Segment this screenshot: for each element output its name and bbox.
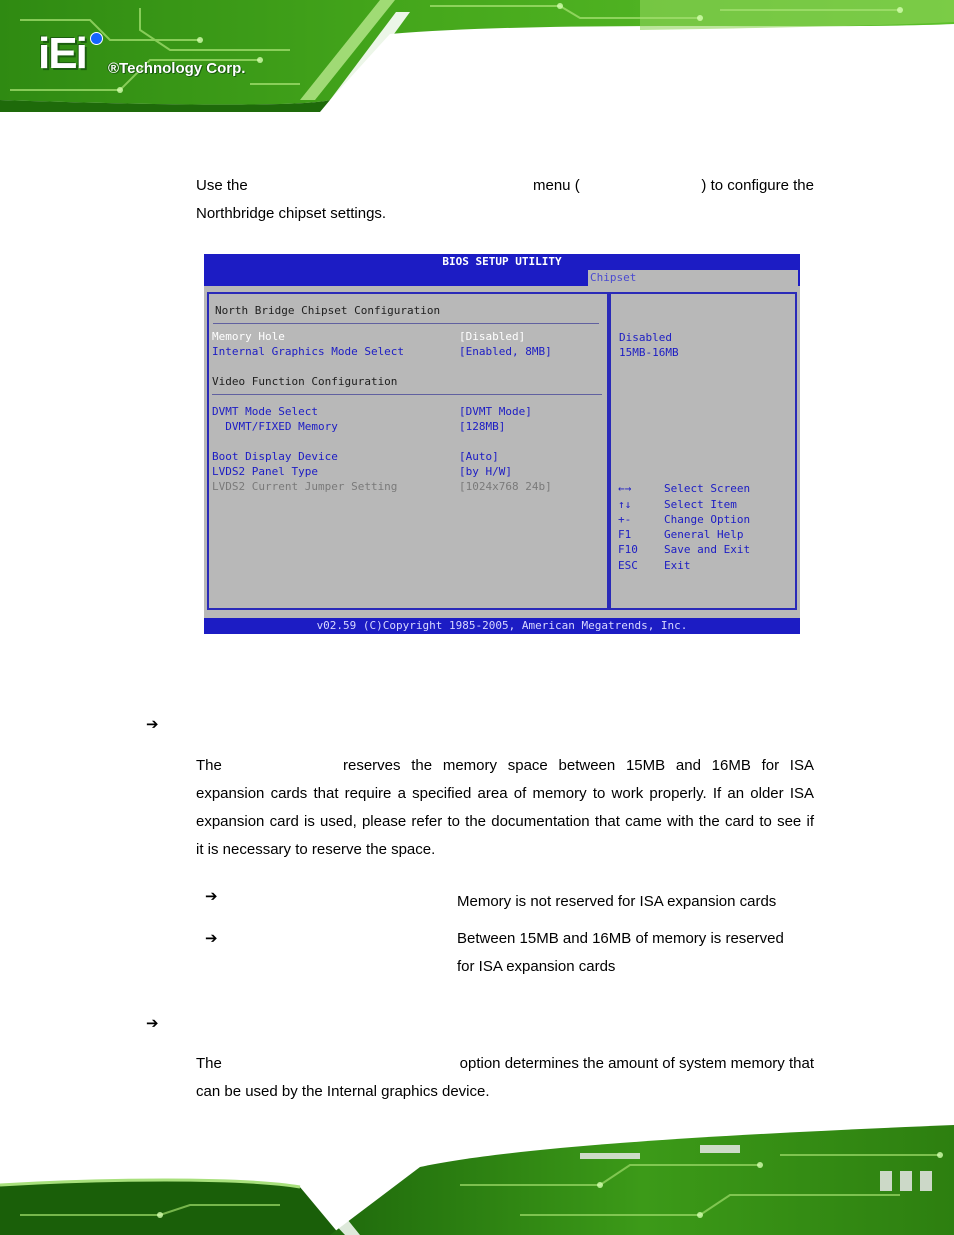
bios-divider	[213, 323, 599, 324]
bios-key-row	[618, 482, 750, 496]
bios-option-internal-graphics: Internal Graphics Mode Select	[212, 345, 405, 358]
bios-value-dvmt-memory: [128MB]	[459, 420, 506, 433]
bios-option-dvmt-memory: DVMT/FIXED Memory	[212, 420, 338, 433]
bios-value-dvmt-mode: [DVMT Mode]	[459, 405, 532, 418]
bios-key-row	[618, 498, 737, 512]
bios-key: +-	[618, 513, 632, 526]
option-disabled-desc	[457, 888, 817, 916]
bios-key-row	[618, 513, 750, 527]
bios-key: ↑↓	[618, 498, 632, 511]
igms-text-b: option determines the amount of system memory that	[459, 1055, 814, 1072]
igms-paragraph	[196, 1050, 814, 1106]
company-name: ®Technology Corp.	[108, 60, 246, 77]
bios-key-desc: Exit	[664, 559, 691, 572]
bios-tab-chipset: Chipset	[588, 270, 798, 286]
intro-text-c: ) to configure the	[701, 177, 814, 194]
bios-key-desc: Save and Exit	[664, 543, 751, 556]
bios-key-row	[618, 543, 750, 557]
bios-tab-bar	[204, 270, 800, 286]
bios-option-memory-hole: Memory Hole	[212, 330, 285, 343]
page-header-banner	[0, 0, 954, 112]
bios-key: ←→	[618, 482, 632, 495]
bios-divider	[212, 394, 602, 395]
bios-value-lvds2-panel: [by H/W]	[459, 465, 512, 478]
memory-hole-text-line3: expansion card is used, please refer to the documentation that came with the card to see if	[196, 813, 814, 830]
igms-text-a: The	[196, 1055, 222, 1072]
option-15mb-text-line1: Between 15MB and 16MB of memory is reserved	[457, 930, 784, 947]
logo-dot-icon	[90, 32, 103, 45]
bios-value-lvds2-jumper: [1024x768 24b]	[459, 480, 552, 493]
bios-key-row	[618, 528, 743, 542]
bios-value-boot-display: [Auto]	[459, 450, 499, 463]
option-15mb-text-line2: for ISA expansion cards	[457, 958, 616, 975]
bios-value-memory-hole: [Disabled]	[459, 330, 526, 343]
bios-key: F1	[618, 528, 632, 541]
bios-key: F10	[618, 543, 638, 556]
intro-text-b: menu (	[533, 177, 580, 194]
bios-title: BIOS SETUP UTILITY	[204, 254, 800, 270]
bios-key-desc: Change Option	[664, 513, 751, 526]
bios-section-northbridge: North Bridge Chipset Configuration	[215, 304, 441, 317]
bios-help-option-2: 15MB-16MB	[619, 346, 679, 359]
option-15mb-16mb-desc	[457, 925, 817, 981]
igms-text-line2: can be used by the Internal graphics device.	[196, 1083, 490, 1100]
bios-chipset-screenshot	[204, 254, 800, 634]
bios-key-desc: Select Item	[664, 498, 737, 511]
intro-text-line2: Northbridge chipset settings.	[196, 205, 387, 222]
bios-key: ESC	[618, 559, 638, 572]
memory-hole-paragraph	[196, 752, 814, 864]
memory-hole-text-line2: expansion cards that require a specified area of memory to work properly. If an older ISA	[196, 785, 814, 802]
bios-section-video: Video Function Configuration	[212, 375, 398, 388]
bios-option-dvmt-mode: DVMT Mode Select	[212, 405, 318, 418]
circuit-board-footer-graphic	[0, 1125, 954, 1235]
bullet-arrow-icon: ➔	[146, 1014, 159, 1032]
bios-option-boot-display: Boot Display Device	[212, 450, 338, 463]
bios-help-option-1: Disabled	[619, 331, 672, 344]
logo-mark: iEi	[38, 29, 86, 78]
bios-option-lvds2-panel: LVDS2 Panel Type	[212, 465, 318, 478]
bios-value-internal-graphics: [Enabled, 8MB]	[459, 345, 552, 358]
option-arrow-icon: ➔	[205, 929, 218, 947]
memory-hole-text-line4: it is necessary to reserve the space.	[196, 841, 436, 858]
option-disabled-text: Memory is not reserved for ISA expansion cards	[457, 893, 777, 910]
memory-hole-text-b: reserves the memory space between 15MB and 16MB for ISA	[343, 757, 814, 774]
bios-option-lvds2-jumper: LVDS2 Current Jumper Setting	[212, 480, 398, 493]
bios-copyright-bar: v02.59 (C)Copyright 1985-2005, American Megatrends, Inc.	[204, 618, 800, 634]
bullet-arrow-icon: ➔	[146, 715, 159, 733]
intro-text-a: Use the	[196, 177, 248, 194]
bios-key-desc: Select Screen	[664, 482, 751, 495]
iei-logo	[38, 29, 298, 92]
memory-hole-text-a: The	[196, 757, 222, 774]
bios-key-row	[618, 559, 691, 573]
bios-key-desc: General Help	[664, 528, 744, 541]
intro-paragraph	[196, 172, 814, 228]
option-arrow-icon: ➔	[205, 887, 218, 905]
page-footer-banner	[0, 1125, 954, 1235]
